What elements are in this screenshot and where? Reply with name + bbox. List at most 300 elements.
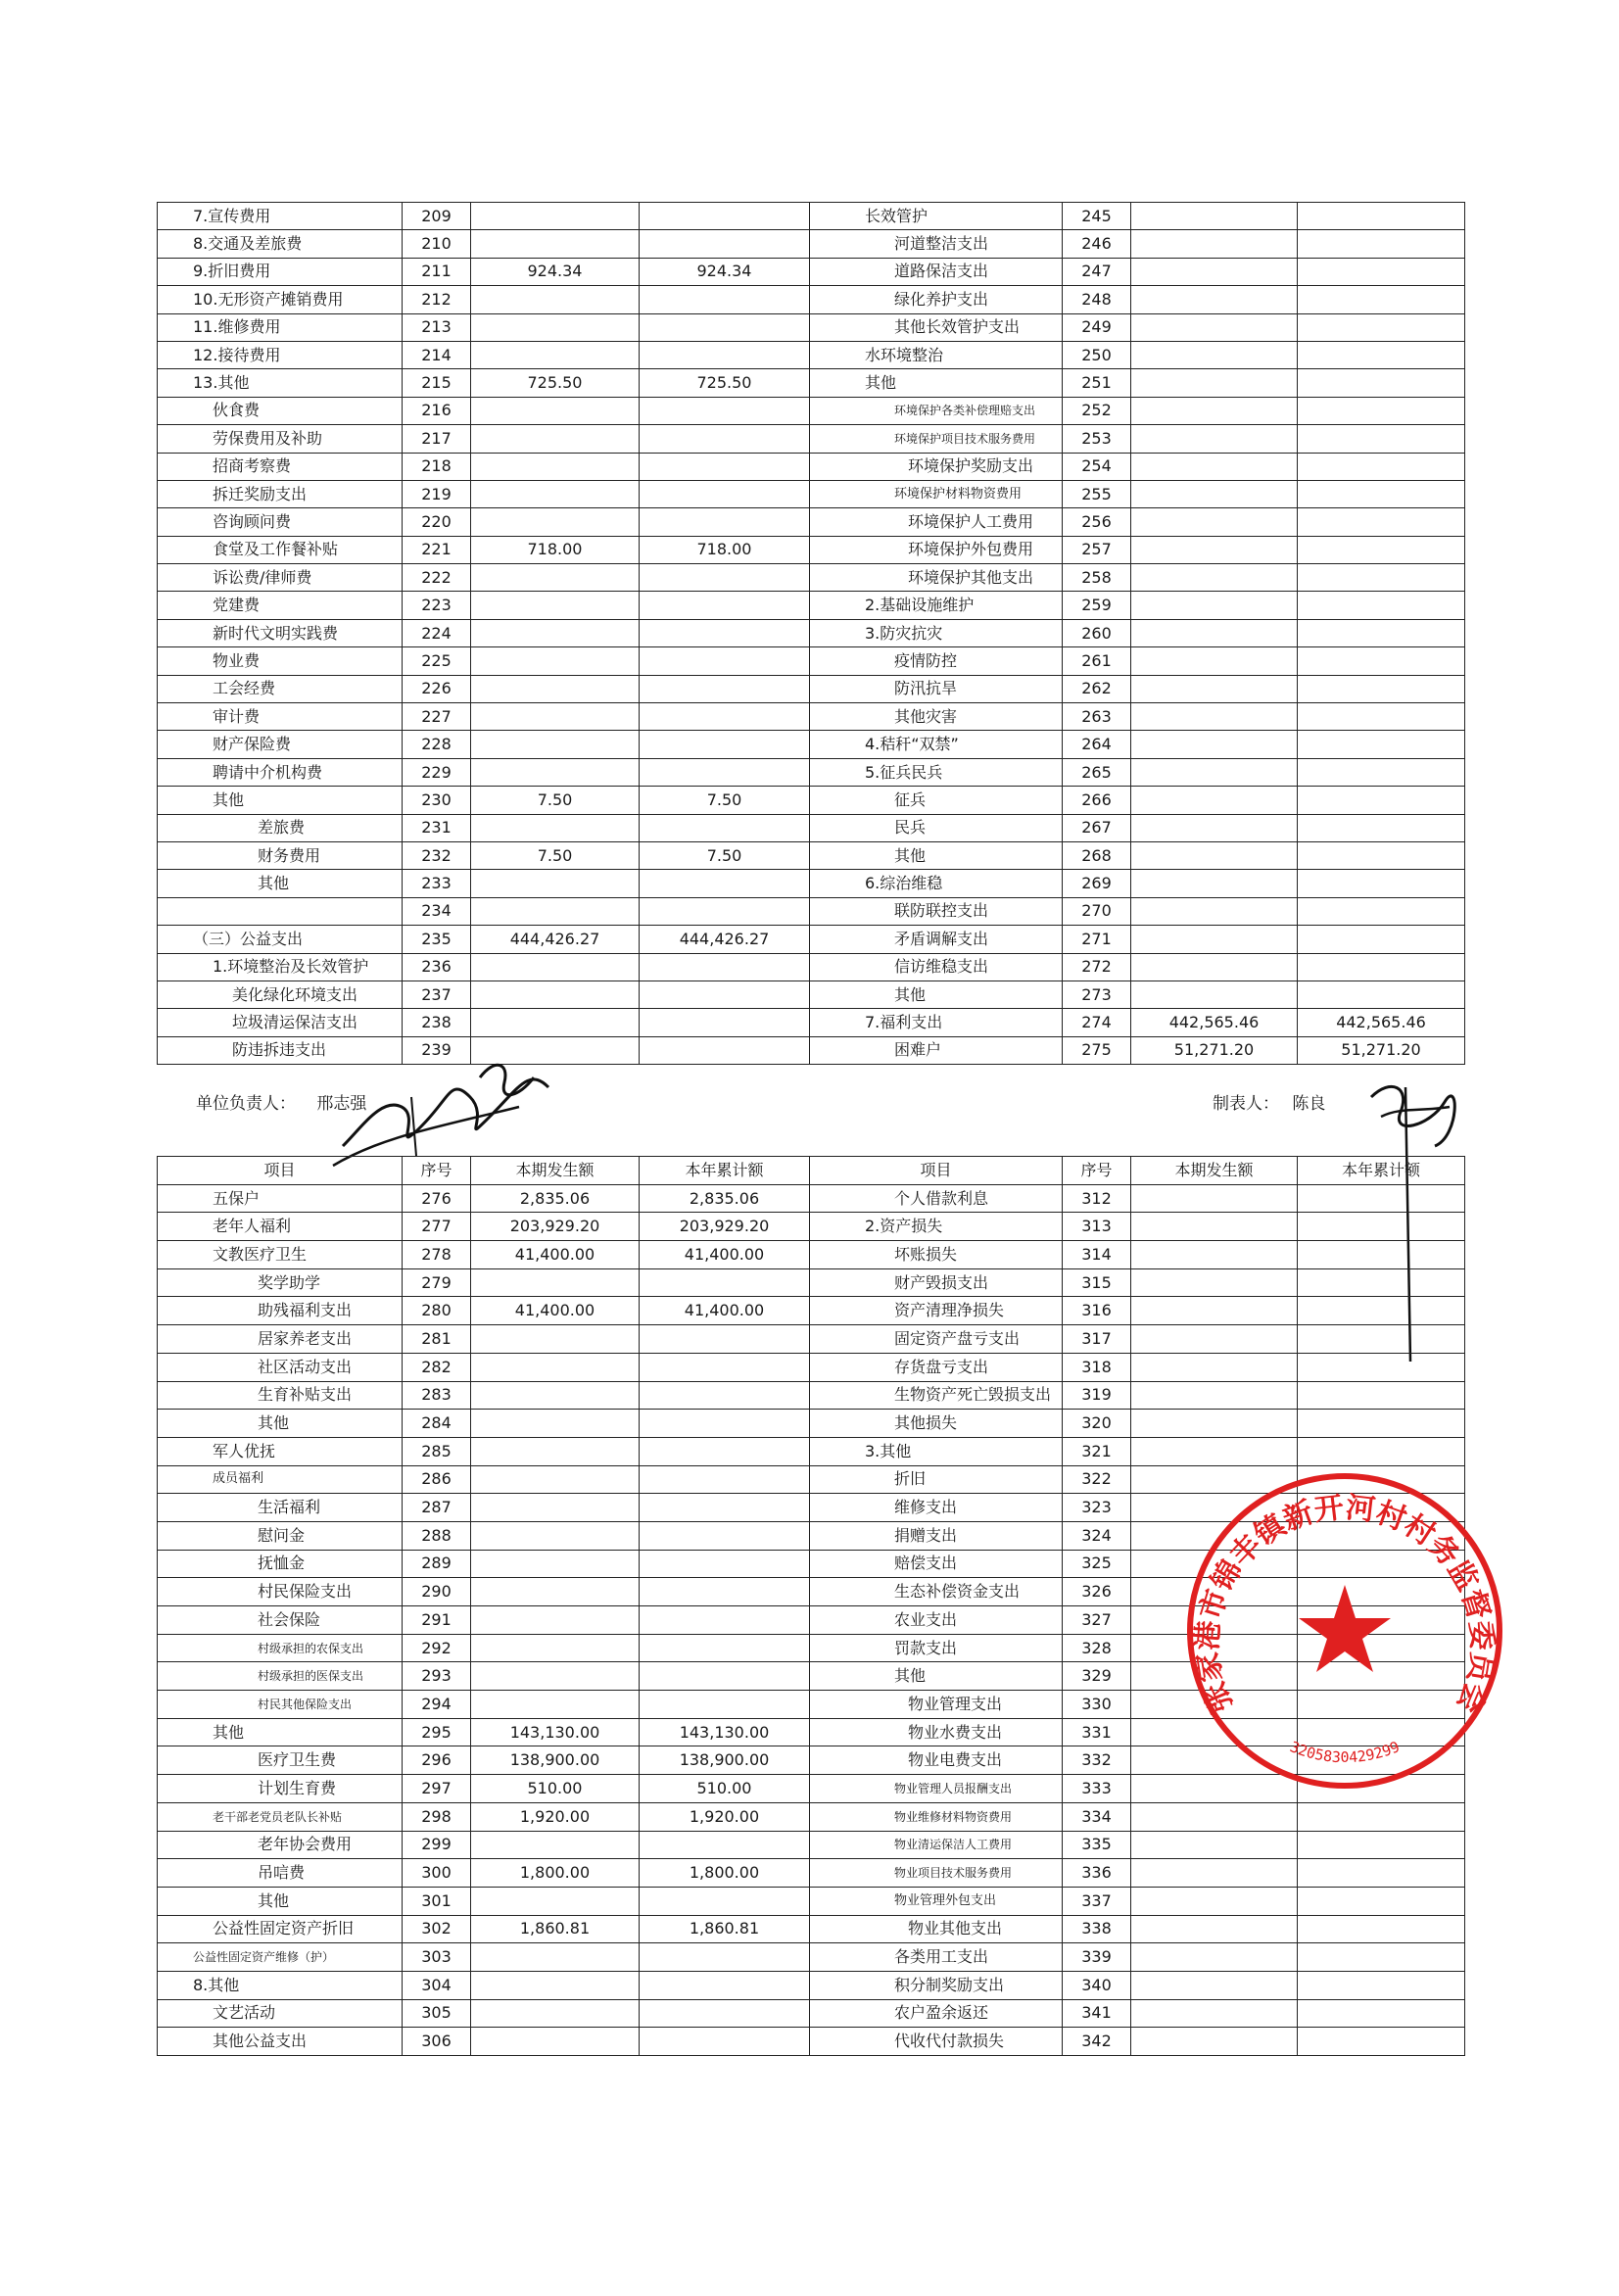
row-ytd-amount: [640, 1465, 810, 1494]
row-seq-right: 259: [1063, 592, 1131, 619]
table-row: [158, 897, 1465, 925]
row-item: 12.接待费用: [158, 341, 403, 368]
row-ytd-amount: [640, 1268, 810, 1297]
row-item-right: 生态补偿资金支出: [810, 1578, 1063, 1606]
row-current-amount-right: [1131, 703, 1298, 731]
row-item-right: 捐赠支出: [810, 1521, 1063, 1550]
row-item-right: 其他: [810, 369, 1063, 397]
header-seq: 序号: [403, 1157, 471, 1185]
row-seq: 288: [403, 1521, 471, 1550]
row-item: 工会经费: [158, 675, 403, 702]
row-item: 劳保费用及补助: [158, 425, 403, 453]
row-current-amount-right: [1131, 564, 1298, 592]
row-item-right: 物业电费支出: [810, 1746, 1063, 1775]
row-ytd-amount-right: [1298, 313, 1465, 341]
row-item-right: 积分制奖励支出: [810, 1971, 1063, 1999]
table-row: [158, 1437, 1465, 1465]
row-ytd-amount-right: [1298, 926, 1465, 953]
row-current-amount-right: [1131, 425, 1298, 453]
row-seq: 277: [403, 1213, 471, 1241]
row-seq-right: 323: [1063, 1494, 1131, 1522]
row-seq-right: 325: [1063, 1550, 1131, 1578]
row-ytd-amount: [640, 341, 810, 368]
row-item: 其他: [158, 787, 403, 814]
row-ytd-amount-right: 51,271.20: [1298, 1036, 1465, 1064]
row-current-amount-right: [1131, 1184, 1298, 1213]
row-current-amount: 444,426.27: [471, 926, 640, 953]
row-item-right: 民兵: [810, 814, 1063, 841]
table-row: [158, 1009, 1465, 1036]
table-row: [158, 1999, 1465, 2028]
row-ytd-amount: [640, 619, 810, 646]
row-item-right: 绿化养护支出: [810, 286, 1063, 313]
row-ytd-amount-right: [1298, 1437, 1465, 1465]
row-current-amount-right: [1131, 2028, 1298, 2056]
row-ytd-amount: [640, 1943, 810, 1972]
row-item-right: 信访维稳支出: [810, 953, 1063, 981]
row-current-amount: [471, 1578, 640, 1606]
row-seq: 219: [403, 480, 471, 507]
row-ytd-amount-right: [1298, 1325, 1465, 1354]
row-current-amount-right: [1131, 647, 1298, 675]
row-ytd-amount-right: [1298, 1297, 1465, 1325]
row-ytd-amount: [640, 1971, 810, 1999]
row-item: 村民保险支出: [158, 1578, 403, 1606]
row-current-amount-right: [1131, 480, 1298, 507]
row-seq-right: 337: [1063, 1887, 1131, 1915]
row-seq-right: 256: [1063, 508, 1131, 536]
row-current-amount: [471, 1353, 640, 1381]
row-item-right: 矛盾调解支出: [810, 926, 1063, 953]
table-row: [158, 619, 1465, 646]
row-seq-right: 263: [1063, 703, 1131, 731]
row-current-amount: [471, 1887, 640, 1915]
row-seq-right: 265: [1063, 758, 1131, 786]
row-seq-right: 274: [1063, 1009, 1131, 1036]
row-seq: 209: [403, 203, 471, 230]
row-seq-right: 332: [1063, 1746, 1131, 1775]
row-item: 五保户: [158, 1184, 403, 1213]
row-ytd-amount: [640, 675, 810, 702]
row-item: 7.宣传费用: [158, 203, 403, 230]
row-current-amount-right: [1131, 1887, 1298, 1915]
row-ytd-amount-right: [1298, 731, 1465, 758]
row-seq-right: 275: [1063, 1036, 1131, 1064]
table-row: [158, 508, 1465, 536]
table-row: [158, 870, 1465, 897]
row-seq: 227: [403, 703, 471, 731]
row-item: 军人优抚: [158, 1437, 403, 1465]
row-item-right: 代收代付款损失: [810, 2028, 1063, 2056]
row-seq: 276: [403, 1184, 471, 1213]
row-current-amount-right: [1131, 787, 1298, 814]
seal-star-icon: [1299, 1585, 1391, 1672]
row-seq: 301: [403, 1887, 471, 1915]
row-current-amount-right: [1131, 1859, 1298, 1888]
row-item: [158, 897, 403, 925]
row-current-amount-right: 51,271.20: [1131, 1036, 1298, 1064]
row-current-amount-right: [1131, 619, 1298, 646]
row-ytd-amount-right: [1298, 619, 1465, 646]
row-item-right: 征兵: [810, 787, 1063, 814]
row-item: 其他: [158, 1718, 403, 1746]
row-current-amount-right: [1131, 1915, 1298, 1943]
row-current-amount: [471, 1606, 640, 1635]
row-current-amount-right: [1131, 230, 1298, 258]
row-ytd-amount: [640, 953, 810, 981]
row-item-right: 其他灾害: [810, 703, 1063, 731]
row-item-right: 其他: [810, 1662, 1063, 1691]
row-item: 成员福利: [158, 1465, 403, 1494]
row-current-amount: [471, 870, 640, 897]
row-item: 其他: [158, 870, 403, 897]
row-ytd-amount-right: [1298, 508, 1465, 536]
row-current-amount: [471, 286, 640, 313]
row-item-right: 3.其他: [810, 1437, 1063, 1465]
row-seq: 285: [403, 1437, 471, 1465]
row-seq-right: 273: [1063, 981, 1131, 1008]
row-current-amount-right: [1131, 953, 1298, 981]
row-seq-right: 262: [1063, 675, 1131, 702]
row-current-amount-right: [1131, 1241, 1298, 1269]
row-seq-right: 331: [1063, 1718, 1131, 1746]
row-seq: 299: [403, 1831, 471, 1859]
row-seq-right: 314: [1063, 1241, 1131, 1269]
row-item: 老年协会费用: [158, 1831, 403, 1859]
row-item-right: 物业管理支出: [810, 1691, 1063, 1719]
row-ytd-amount: 718.00: [640, 536, 810, 563]
row-current-amount-right: [1131, 1410, 1298, 1438]
row-item: 助残福利支出: [158, 1297, 403, 1325]
row-item: 公益性固定资产维修（护）: [158, 1943, 403, 1972]
preparer-name: 陈良: [1292, 1094, 1326, 1114]
table-row: [158, 203, 1465, 230]
row-item: 1.环境整治及长效管护: [158, 953, 403, 981]
table-row: [158, 592, 1465, 619]
table-row: [158, 1381, 1465, 1410]
row-ytd-amount: [640, 425, 810, 453]
row-current-amount: 924.34: [471, 258, 640, 285]
row-ytd-amount-right: [1298, 1381, 1465, 1410]
row-current-amount: [471, 647, 640, 675]
row-current-amount: [471, 480, 640, 507]
row-ytd-amount-right: [1298, 2028, 1465, 2056]
row-item-right: 财产毁损支出: [810, 1268, 1063, 1297]
row-current-amount-right: [1131, 508, 1298, 536]
row-item-right: 环境保护材料物资费用: [810, 480, 1063, 507]
row-current-amount-right: [1131, 1353, 1298, 1381]
row-item-right: 其他: [810, 981, 1063, 1008]
row-seq-right: 268: [1063, 841, 1131, 869]
row-ytd-amount: [640, 1410, 810, 1438]
row-ytd-amount-right: [1298, 1802, 1465, 1831]
row-ytd-amount-right: [1298, 341, 1465, 368]
row-ytd-amount-right: [1298, 953, 1465, 981]
row-item-right: 水环境整治: [810, 341, 1063, 368]
row-item: 奖学助学: [158, 1268, 403, 1297]
row-ytd-amount-right: [1298, 870, 1465, 897]
row-item: 文艺活动: [158, 1999, 403, 2028]
seal-code: 3205830429299: [1287, 1738, 1403, 1767]
row-seq-right: 250: [1063, 341, 1131, 368]
row-current-amount-right: [1131, 1297, 1298, 1325]
row-ytd-amount-right: [1298, 230, 1465, 258]
row-current-amount: [471, 1691, 640, 1719]
row-current-amount-right: [1131, 397, 1298, 424]
row-seq: 229: [403, 758, 471, 786]
row-item: 居家养老支出: [158, 1325, 403, 1354]
row-ytd-amount-right: [1298, 592, 1465, 619]
table-row: [158, 758, 1465, 786]
header-current-right: 本期发生额: [1131, 1157, 1298, 1185]
row-current-amount-right: [1131, 758, 1298, 786]
row-seq-right: 245: [1063, 203, 1131, 230]
row-ytd-amount-right: [1298, 1999, 1465, 2028]
row-seq-right: 269: [1063, 870, 1131, 897]
row-ytd-amount-right: [1298, 453, 1465, 480]
row-seq-right: 248: [1063, 286, 1131, 313]
row-ytd-amount-right: [1298, 897, 1465, 925]
row-item: 计划生育费: [158, 1775, 403, 1803]
row-ytd-amount: [640, 870, 810, 897]
row-item-right: 存货盘亏支出: [810, 1353, 1063, 1381]
row-current-amount: [471, 1550, 640, 1578]
row-seq: 222: [403, 564, 471, 592]
row-seq: 228: [403, 731, 471, 758]
row-seq-right: 318: [1063, 1353, 1131, 1381]
row-item: 11.维修费用: [158, 313, 403, 341]
row-seq-right: 251: [1063, 369, 1131, 397]
row-item: 食堂及工作餐补贴: [158, 536, 403, 563]
row-item-right: 其他: [810, 841, 1063, 869]
table-row: [158, 1971, 1465, 1999]
row-ytd-amount-right: [1298, 286, 1465, 313]
row-item-right: 防汛抗旱: [810, 675, 1063, 702]
table-row: [158, 1325, 1465, 1354]
row-seq-right: 252: [1063, 397, 1131, 424]
row-seq-right: 270: [1063, 897, 1131, 925]
row-seq: 300: [403, 1859, 471, 1888]
row-seq: 281: [403, 1325, 471, 1354]
row-seq: 218: [403, 453, 471, 480]
row-ytd-amount: 725.50: [640, 369, 810, 397]
row-item: 诉讼费/律师费: [158, 564, 403, 592]
row-item: 财产保险费: [158, 731, 403, 758]
row-item-right: 折旧: [810, 1465, 1063, 1494]
row-current-amount-right: [1131, 453, 1298, 480]
row-item: 生育补贴支出: [158, 1381, 403, 1410]
row-seq-right: 326: [1063, 1578, 1131, 1606]
row-seq: 237: [403, 981, 471, 1008]
row-seq: 286: [403, 1465, 471, 1494]
row-seq: 226: [403, 675, 471, 702]
row-current-amount: [471, 1465, 640, 1494]
row-seq: 232: [403, 841, 471, 869]
row-current-amount: 1,920.00: [471, 1802, 640, 1831]
row-current-amount: [471, 1634, 640, 1662]
row-current-amount-right: [1131, 731, 1298, 758]
row-current-amount-right: [1131, 870, 1298, 897]
row-current-amount: 41,400.00: [471, 1297, 640, 1325]
row-current-amount-right: [1131, 926, 1298, 953]
row-item: 社区活动支出: [158, 1353, 403, 1381]
row-seq: 214: [403, 341, 471, 368]
row-ytd-amount: 143,130.00: [640, 1718, 810, 1746]
row-current-amount: [471, 619, 640, 646]
row-item: 财务费用: [158, 841, 403, 869]
row-seq-right: 340: [1063, 1971, 1131, 1999]
row-current-amount: [471, 1410, 640, 1438]
row-current-amount-right: [1131, 841, 1298, 869]
row-seq: 282: [403, 1353, 471, 1381]
row-seq-right: 324: [1063, 1521, 1131, 1550]
row-current-amount: [471, 1999, 640, 2028]
row-item-right: 道路保洁支出: [810, 258, 1063, 285]
row-item-right: 7.福利支出: [810, 1009, 1063, 1036]
row-seq: 302: [403, 1915, 471, 1943]
row-item-right: 罚款支出: [810, 1634, 1063, 1662]
row-ytd-amount: [640, 1036, 810, 1064]
row-ytd-amount-right: [1298, 1184, 1465, 1213]
row-item: 聘请中介机构费: [158, 758, 403, 786]
row-item: 招商考察费: [158, 453, 403, 480]
row-current-amount: [471, 731, 640, 758]
row-current-amount: 725.50: [471, 369, 640, 397]
table-row: [158, 1410, 1465, 1438]
row-seq-right: 330: [1063, 1691, 1131, 1719]
row-seq: 212: [403, 286, 471, 313]
row-current-amount-right: [1131, 1943, 1298, 1972]
row-item-right: 联防联控支出: [810, 897, 1063, 925]
row-ytd-amount-right: [1298, 397, 1465, 424]
row-current-amount: 7.50: [471, 787, 640, 814]
row-item: 生活福利: [158, 1494, 403, 1522]
row-seq: 297: [403, 1775, 471, 1803]
row-current-amount-right: [1131, 1831, 1298, 1859]
row-current-amount: [471, 1521, 640, 1550]
row-seq-right: 320: [1063, 1410, 1131, 1438]
row-item: 党建费: [158, 592, 403, 619]
row-seq-right: 329: [1063, 1662, 1131, 1691]
row-item: 村级承担的农保支出: [158, 1634, 403, 1662]
row-current-amount: [471, 2028, 640, 2056]
row-ytd-amount: [640, 1634, 810, 1662]
row-current-amount-right: [1131, 981, 1298, 1008]
table-row: [158, 1915, 1465, 1943]
row-ytd-amount: 7.50: [640, 841, 810, 869]
row-item-right: 固定资产盘亏支出: [810, 1325, 1063, 1354]
table-row: [158, 341, 1465, 368]
row-seq-right: 246: [1063, 230, 1131, 258]
row-ytd-amount: [640, 1009, 810, 1036]
row-seq: 231: [403, 814, 471, 841]
table-row: [158, 926, 1465, 953]
row-ytd-amount-right: [1298, 1353, 1465, 1381]
row-item: 社会保险: [158, 1606, 403, 1635]
table-row: [158, 453, 1465, 480]
row-ytd-amount: [640, 1831, 810, 1859]
row-ytd-amount: [640, 508, 810, 536]
row-ytd-amount-right: [1298, 675, 1465, 702]
preparer-signature-line: [1213, 1089, 1325, 1114]
row-current-amount: 2,835.06: [471, 1184, 640, 1213]
row-ytd-amount-right: [1298, 787, 1465, 814]
table-row: [158, 731, 1465, 758]
row-item: 医疗卫生费: [158, 1746, 403, 1775]
row-item-right: 赔偿支出: [810, 1550, 1063, 1578]
row-ytd-amount: [640, 286, 810, 313]
row-item: 9.折旧费用: [158, 258, 403, 285]
row-item: 村民其他保险支出: [158, 1691, 403, 1719]
row-item: 公益性固定资产折旧: [158, 1915, 403, 1943]
row-ytd-amount: 1,920.00: [640, 1802, 810, 1831]
row-item-right: 维修支出: [810, 1494, 1063, 1522]
row-seq-right: 321: [1063, 1437, 1131, 1465]
row-seq-right: 322: [1063, 1465, 1131, 1494]
row-seq: 220: [403, 508, 471, 536]
row-item: 差旅费: [158, 814, 403, 841]
row-ytd-amount: 444,426.27: [640, 926, 810, 953]
row-current-amount: 138,900.00: [471, 1746, 640, 1775]
row-current-amount-right: [1131, 1213, 1298, 1241]
row-item-right: 困难户: [810, 1036, 1063, 1064]
row-item-right: 资产清理净损失: [810, 1297, 1063, 1325]
row-seq: 284: [403, 1410, 471, 1438]
table-row: [158, 953, 1465, 981]
row-seq: 287: [403, 1494, 471, 1522]
row-ytd-amount: [640, 1606, 810, 1635]
row-ytd-amount: [640, 592, 810, 619]
row-ytd-amount-right: 442,565.46: [1298, 1009, 1465, 1036]
row-current-amount-right: [1131, 1325, 1298, 1354]
row-ytd-amount: [640, 453, 810, 480]
row-item: 物业费: [158, 647, 403, 675]
row-ytd-amount: [640, 230, 810, 258]
table-row: [158, 1184, 1465, 1213]
header-ytd-right: 本年累计额: [1298, 1157, 1465, 1185]
row-item-right: 个人借款利息: [810, 1184, 1063, 1213]
row-item-right: 农户盈余返还: [810, 1999, 1063, 2028]
row-seq-right: 254: [1063, 453, 1131, 480]
row-ytd-amount: 510.00: [640, 1775, 810, 1803]
table-row: [158, 313, 1465, 341]
row-seq-right: 327: [1063, 1606, 1131, 1635]
row-seq: 230: [403, 787, 471, 814]
row-seq: 283: [403, 1381, 471, 1410]
row-current-amount-right: [1131, 536, 1298, 563]
row-seq: 303: [403, 1943, 471, 1972]
row-seq: 279: [403, 1268, 471, 1297]
header-item-right: 项目: [810, 1157, 1063, 1185]
row-current-amount-right: [1131, 675, 1298, 702]
row-seq-right: 312: [1063, 1184, 1131, 1213]
row-ytd-amount-right: [1298, 425, 1465, 453]
row-current-amount: [471, 703, 640, 731]
row-ytd-amount: [640, 1578, 810, 1606]
row-current-amount-right: [1131, 1971, 1298, 1999]
row-current-amount: 7.50: [471, 841, 640, 869]
table-row: [158, 1241, 1465, 1269]
row-seq: 292: [403, 1634, 471, 1662]
row-ytd-amount: [640, 480, 810, 507]
row-current-amount-right: [1131, 592, 1298, 619]
row-item-right: 环境保护外包费用: [810, 536, 1063, 563]
row-item: 文教医疗卫生: [158, 1241, 403, 1269]
row-seq: 290: [403, 1578, 471, 1606]
row-item-right: 物业维修材料物资费用: [810, 1802, 1063, 1831]
row-seq: 233: [403, 870, 471, 897]
row-ytd-amount: 203,929.20: [640, 1213, 810, 1241]
